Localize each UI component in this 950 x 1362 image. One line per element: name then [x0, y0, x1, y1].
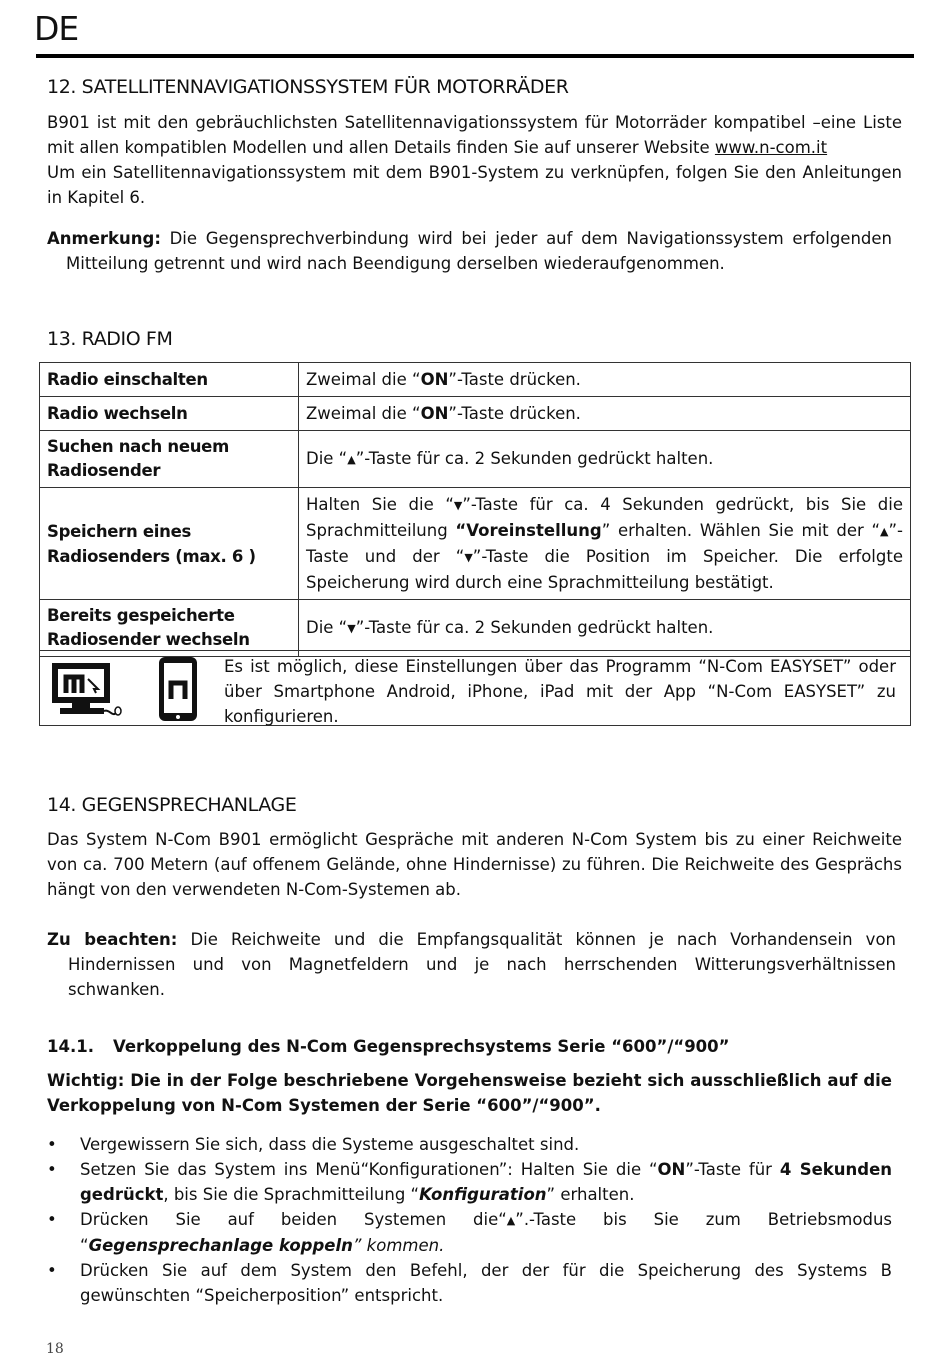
- section-14-note: Zu beachten: Die Reichweite und die Empfangsqualität können je nach Vorhandensein von Hindernissen und von Magnetfeldern und je nach herrschenden Witterungsverhältnissen schwanken.: [47, 930, 896, 999]
- on-key-label: ON: [420, 404, 449, 423]
- list-item: • Vergewissern Sie sich, dass die Systeme ausgeschaltet sind.: [47, 1132, 892, 1157]
- up-arrow-icon: ▲: [347, 453, 356, 466]
- row-label: Radio wechseln: [40, 397, 299, 431]
- smartphone-icon: [157, 655, 199, 723]
- section-12-paragraph: B901 ist mit den gebräuchlichsten Satellitennavigationssystem für Motorräder kompatibel –eine Liste mit allen kompatiblen Modellen und allen Details finden Sie auf unserer Website www.n-com.it Um ein Satellitennavigationssystem mit dem B901-System zu verknüpfen, folgen Sie den Anleitungen in Kapitel 6.: [47, 113, 902, 207]
- website-link[interactable]: www.n-com.it: [714, 138, 828, 157]
- subsection-number: 14.1.: [47, 1037, 94, 1056]
- section-12-note: Anmerkung: Die Gegensprechverbindung wird bei jeder auf dem Navigationssystem erfolgenden Mitteilung getrennt und wird nach Beendigung derselben wiederaufgenommen.: [47, 229, 892, 273]
- down-arrow-icon: ▼: [453, 499, 463, 512]
- on-key-label: ON: [657, 1160, 686, 1179]
- header-rule: [36, 54, 914, 58]
- computer-icon: [50, 659, 122, 723]
- note-label: Zu beachten:: [47, 930, 178, 949]
- section-14-paragraph: Das System N-Com B901 ermöglicht Gespräche mit anderen N-Com System bis zu einer Reichweite von ca. 700 Metern (auf offenem Gelände, ohne Hindernisse) zu führen. Die Reichweite des Gesprächs hängt von den verwendeten N-Com-Systemen ab.: [47, 830, 902, 899]
- section-14-heading: 14. GEGENSPRECHANLAGE: [47, 794, 297, 816]
- table-row: [40, 363, 911, 397]
- section-12-heading: 12. SATELLITENNAVIGATIONSSYSTEM FÜR MOTORRÄDER: [47, 76, 569, 98]
- list-item: • Setzen Sie das System ins Menü“Konfigurationen”: Halten Sie die “ON”-Taste für 4 Sekunden gedrückt, bis Sie die Sprachmitteilung “Konfiguration” erhalten.: [47, 1157, 892, 1207]
- row-label: Suchen nach neuem Radiosender: [40, 431, 299, 488]
- row-action: Die “▼”-Taste für ca. 2 Sekunden gedrückt halten.: [299, 600, 911, 657]
- row-label: Radio einschalten: [40, 363, 299, 397]
- table-row: [40, 431, 911, 488]
- row-action: Die “▲”-Taste für ca. 2 Sekunden gedrückt halten.: [299, 431, 911, 488]
- subsection-heading: Verkoppelung des N-Com Gegensprechsystems Serie “600”/“900”: [113, 1037, 730, 1056]
- table-row: [40, 600, 911, 657]
- important-notice: Wichtig: Die in der Folge beschriebene Vorgehensweise bezieht sich ausschließlich auf die Verkoppelung von N-Com Systemen der Serie “600”/“900”.: [47, 1071, 892, 1115]
- table-row: [40, 397, 911, 431]
- row-action: Zweimal die “ON”-Taste drücken.: [299, 397, 911, 431]
- pairing-steps-list: [47, 1132, 892, 1308]
- up-arrow-icon: ▲: [506, 1214, 516, 1227]
- page-number: 18: [46, 1341, 64, 1357]
- row-label: Bereits gespeicherte Radiosender wechseln: [40, 600, 299, 657]
- row-action: Zweimal die “ON”-Taste drücken.: [299, 363, 911, 397]
- up-arrow-icon: ▲: [880, 525, 889, 538]
- easyset-info-text: Es ist möglich, diese Einstellungen über das Programm “N-Com EASYSET” oder über Smartphone Android, iPhone, iPad mit der App “N-Com EASYSET” zu konfigurieren.: [224, 657, 896, 726]
- note-label: Anmerkung:: [47, 229, 161, 248]
- list-item: • Drücken Sie auf beiden Systemen die“▲”.-Taste bis Sie zum Betriebsmodus “Gegensprechanlage koppeln” kommen.: [47, 1207, 892, 1258]
- radio-function-table: [39, 362, 911, 657]
- list-item: • Drücken Sie auf dem System den Befehl, der der für die Speicherung des Systems B gewünschten “Speicherposition” entspricht.: [47, 1258, 892, 1308]
- down-arrow-icon: ▼: [347, 622, 356, 635]
- language-code: DE: [34, 9, 79, 48]
- down-arrow-icon: ▼: [464, 551, 473, 564]
- row-action: Halten Sie die “▼”-Taste für ca. 4 Sekunden gedrückt, bis Sie die Sprachmitteilung “Voreinstellung” erhalten. Wählen Sie mit der “▲”-Taste und der “▼”-Taste die Position im Speicher. Die erfolgte Speicherung wird durch eine Sprachmitteilung bestätigt.: [299, 488, 911, 600]
- on-key-label: ON: [420, 370, 449, 389]
- easyset-info-box: [39, 650, 911, 726]
- section-13-heading: 13. RADIO FM: [47, 328, 173, 350]
- row-label: Speichern eines Radiosenders (max. 6 ): [40, 488, 299, 600]
- table-row: [40, 488, 911, 600]
